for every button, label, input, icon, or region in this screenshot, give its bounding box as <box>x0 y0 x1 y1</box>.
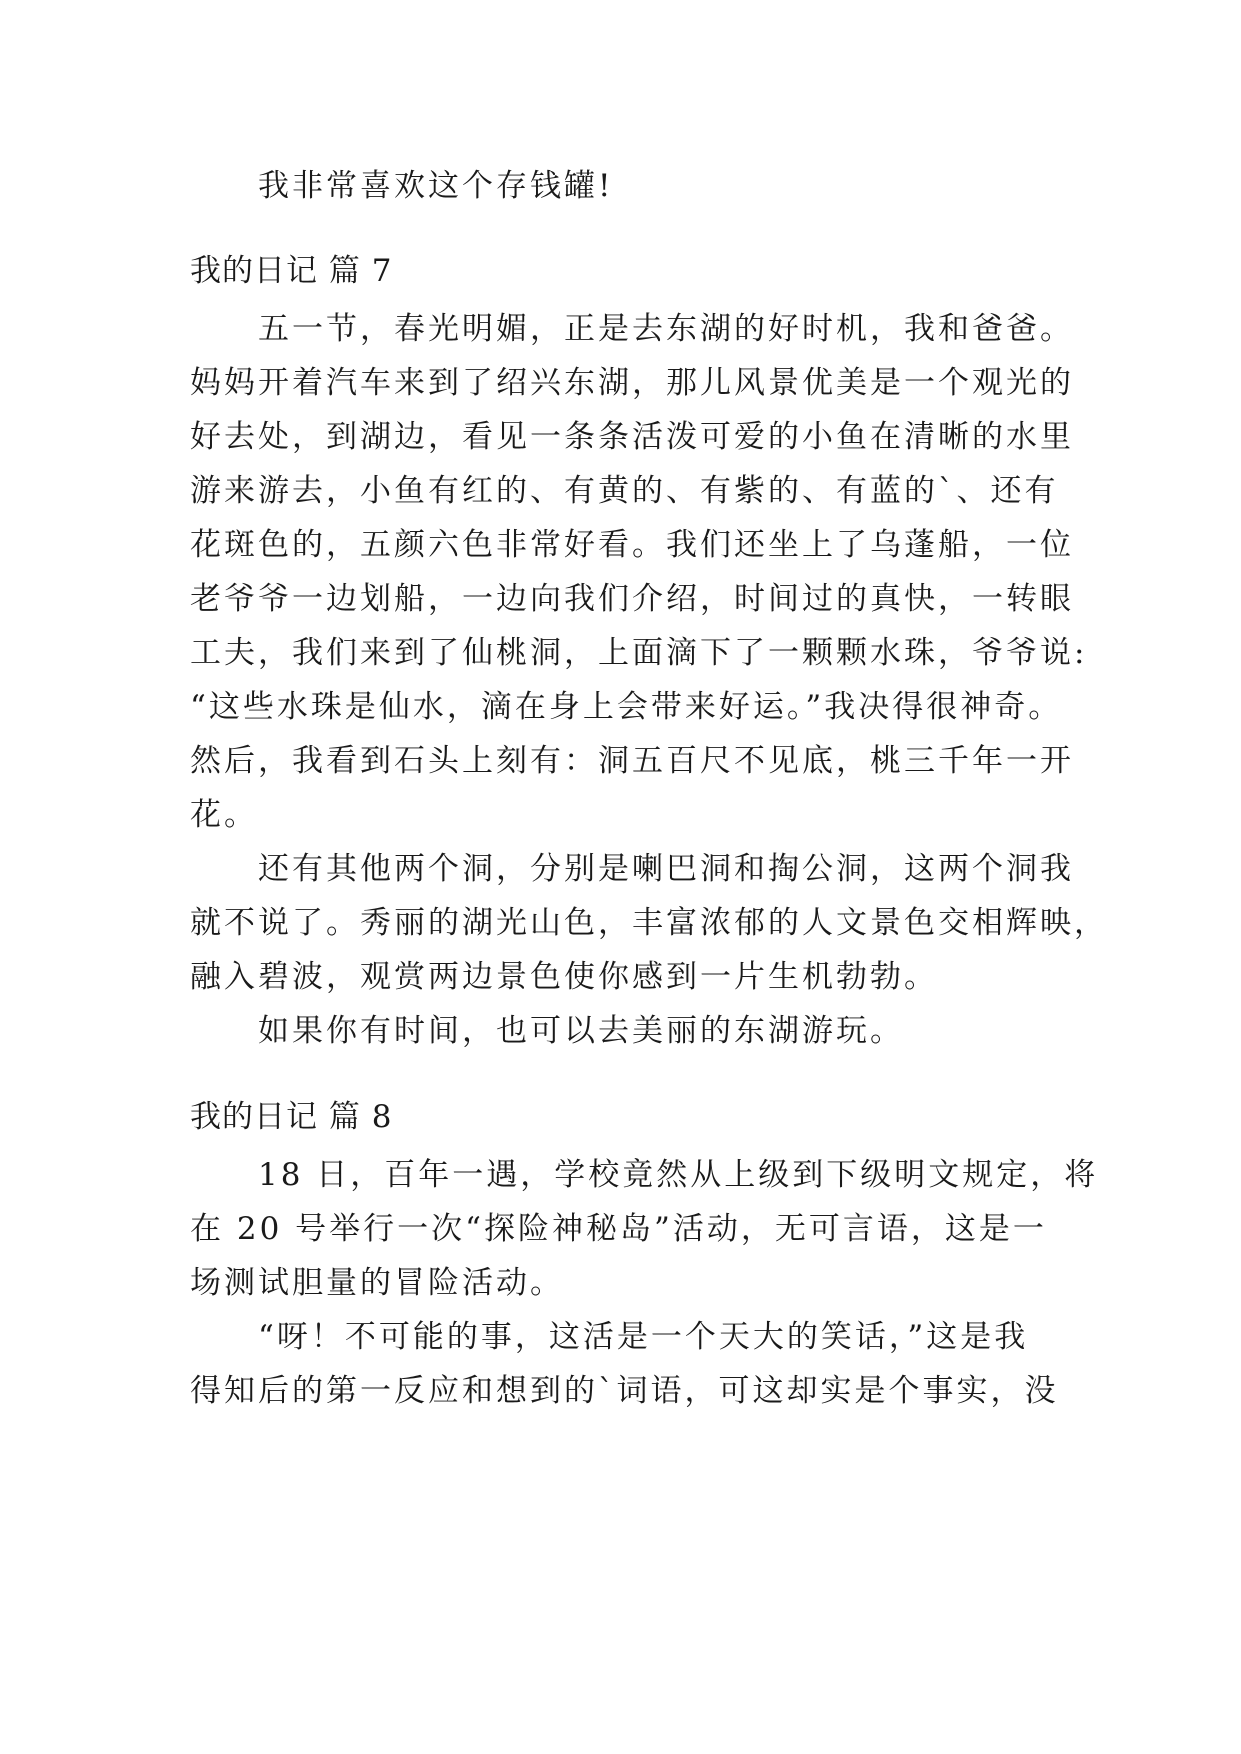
entry-7-line: 妈妈开着汽车来到了绍兴东湖，那儿风景优美是一个观光的 <box>190 365 1074 401</box>
closing-sentence: 我非常喜欢这个存钱罐! <box>258 168 614 204</box>
entry-7-line: 花。 <box>190 797 258 833</box>
entry-8-line: 场测试胆量的冒险活动。 <box>190 1265 564 1301</box>
entry-8-line: “呀！不可能的事，这活是一个天大的笑话，”这是我 <box>258 1319 1029 1355</box>
entry-8-line: 18 日，百年一遇，学校竟然从上级到下级明文规定，将 <box>258 1157 1099 1193</box>
entry-7-line: 老爷爷一边划船，一边向我们介绍，时间过的真快，一转眼 <box>190 581 1074 617</box>
entry-7-line: “这些水珠是仙水，滴在身上会带来好运。”我决得很神奇。 <box>190 689 1063 725</box>
entry-7-line: 五一节，春光明媚，正是去东湖的好时机，我和爸爸。 <box>258 311 1074 347</box>
entry-7-line: 还有其他两个洞，分别是喇巴洞和掏公洞，这两个洞我 <box>258 851 1074 887</box>
entry-8-line: 得知后的第一反应和想到的`词语，可这却实是个事实，没 <box>190 1373 1059 1409</box>
entry-heading-7: 我的日记 篇 7 <box>190 253 393 289</box>
entry-7-line: 花斑色的，五颜六色非常好看。我们还坐上了乌蓬船，一位 <box>190 527 1074 563</box>
entry-7-line: 然后，我看到石头上刻有：洞五百尺不见底，桃三千年一开 <box>190 743 1074 779</box>
entry-7-line: 如果你有时间，也可以去美丽的东湖游玩。 <box>258 1013 904 1049</box>
entry-heading-8: 我的日记 篇 8 <box>190 1099 393 1135</box>
entry-7-line: 融入碧波，观赏两边景色使你感到一片生机勃勃。 <box>190 959 938 995</box>
entry-7-line: 游来游去，小鱼有红的、有黄的、有紫的、有蓝的`、还有 <box>190 473 1059 509</box>
entry-8-line: 在 20 号举行一次“探险神秘岛”活动，无可言语，这是一 <box>190 1211 1047 1247</box>
entry-7-line: 就不说了。秀丽的湖光山色，丰富浓郁的人文景色交相辉映， <box>190 905 1108 941</box>
entry-7-line: 好去处，到湖边，看见一条条活泼可爱的小鱼在清晰的水里 <box>190 419 1074 455</box>
entry-7-line: 工夫，我们来到了仙桃洞，上面滴下了一颗颗水珠，爷爷说: <box>190 635 1088 671</box>
